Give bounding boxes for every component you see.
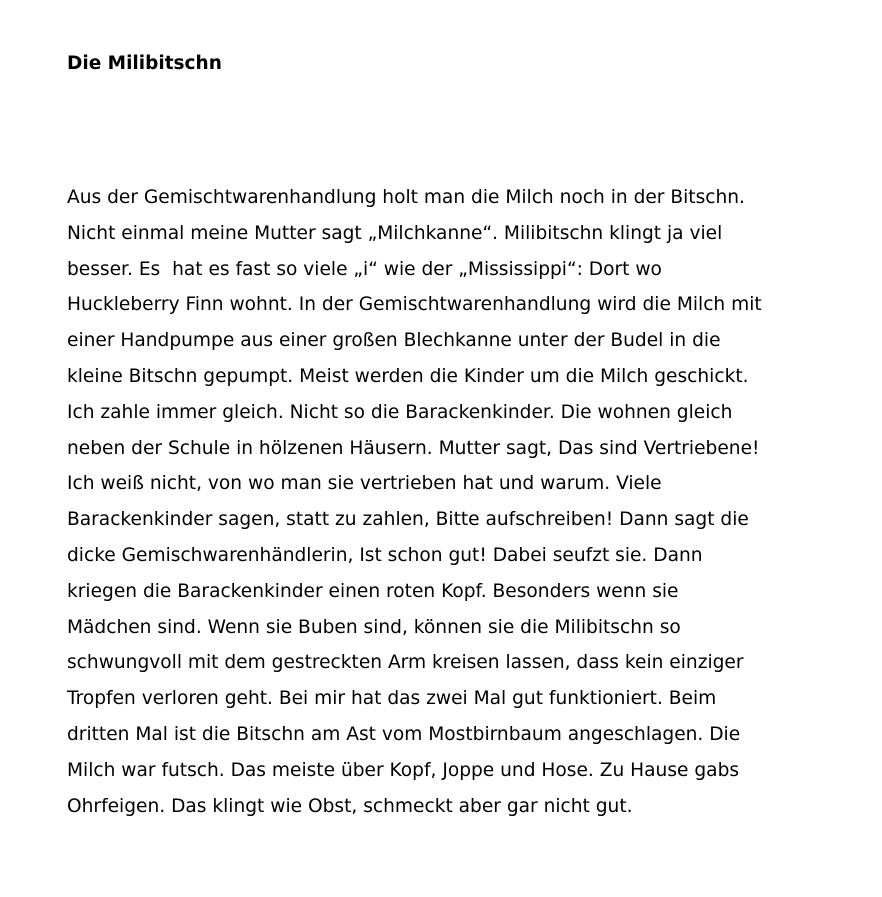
text-line: schwungvoll mit dem gestreckten Arm kreisen lassen, dass kein einziger [67,652,744,674]
text-line: Ohrfeigen. Das klingt wie Obst, schmeckt aber gar nicht gut. [67,795,633,817]
text-line: besser. Es hat es fast so viele „i“ wie der „Mississippi“: Dort wo [67,258,662,280]
text-line: Barackenkinder sagen, statt zu zahlen, Bitte aufschreiben! Dann sagt die [67,509,749,531]
text-line: kriegen die Barackenkinder einen roten Kopf. Besonders wenn sie [67,580,679,602]
text-line: Milch war futsch. Das meiste über Kopf, Joppe und Hose. Zu Hause gabs [67,759,740,781]
text-line: dicke Gemischwarenhändlerin, Ist schon gut! Dabei seufzt sie. Dann [67,544,703,566]
text-line: Nicht einmal meine Mutter sagt „Milchkanne“. Milibitschn klingt ja viel [67,222,723,244]
text-line: Ich weiß nicht, von wo man sie vertrieben hat und warum. Viele [67,473,662,495]
text-line: Aus der Gemischtwarenhandlung holt man die Milch noch in der Bitschn. [67,187,745,208]
document-title: Die Milibitschn [67,53,222,74]
text-line: Tropfen verloren geht. Bei mir hat das zwei Mal gut funktioniert. Beim [67,688,717,710]
document-body [67,180,827,824]
text-line: Huckleberry Finn wohnt. In der Gemischtwarenhandlung wird die Milch mit [67,294,762,316]
text-line: dritten Mal ist die Bitschn am Ast vom Mostbirnbaum angeschlagen. Die [67,723,741,745]
text-line: neben der Schule in hölzenen Häusern. Mutter sagt, Das sind Vertriebene! [67,437,760,459]
text-line: einer Handpumpe aus einer großen Blechkanne unter der Budel in die [67,330,721,352]
text-line: kleine Bitschn gepumpt. Meist werden die Kinder um die Milch geschickt. [67,365,749,387]
text-line: Mädchen sind. Wenn sie Buben sind, können sie die Milibitschn so [67,616,681,638]
text-line: Ich zahle immer gleich. Nicht so die Barackenkinder. Die wohnen gleich [67,401,733,423]
